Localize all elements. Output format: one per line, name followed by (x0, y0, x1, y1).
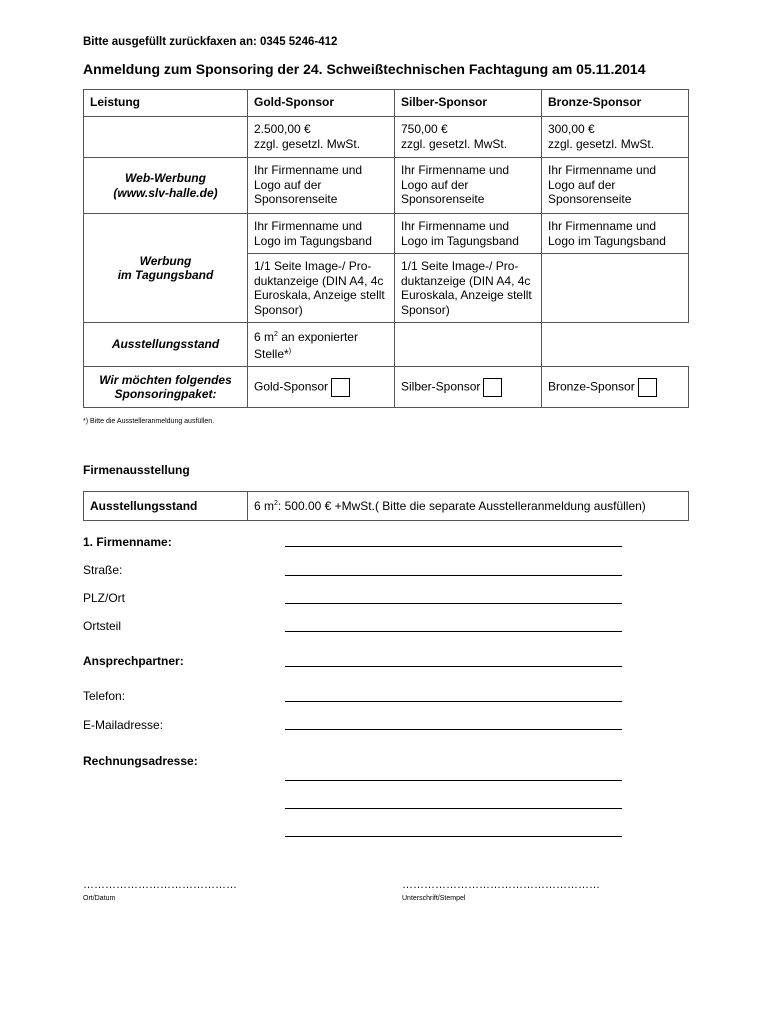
stand-gold-text-b: an exponierter (277, 330, 358, 344)
table-header-row (84, 90, 689, 117)
page-title: Anmeldung zum Sponsoring der 24. Schweißtechnischen Fachtagung am 05.11.2014 (83, 61, 646, 77)
web-werbung-label: Web-Werbung (www.slv-halle.de) (84, 158, 248, 214)
web-gold: Ihr Firmenname und Logo auf der Sponsorenseite (248, 158, 395, 214)
header-bronze: Bronze-Sponsor (542, 90, 689, 117)
web-silber: Ihr Firmenname und Logo auf der Sponsorenseite (395, 158, 542, 214)
exhibit-value-b: : 500.00 € +MwSt.( Bitte die separate Ausstelleranmeldung ausfüllen) (277, 499, 646, 513)
price-gold: 2.500,00 € zzgl. gesetzl. MwSt. (248, 117, 395, 158)
strasse-field[interactable] (285, 575, 622, 576)
ausstellungsstand-label: Ausstellungsstand (84, 323, 248, 367)
choose-silber-cell (395, 367, 542, 408)
firmenname-field[interactable] (285, 546, 622, 547)
plz-ort-field[interactable] (285, 603, 622, 604)
header-leistung: Leistung (84, 90, 248, 117)
price-label-empty (84, 117, 248, 158)
price-silber: 750,00 € zzgl. gesetzl. MwSt. (395, 117, 542, 158)
ortsteil-label: Ortsteil (83, 619, 122, 633)
anzeige-gold: 1/1 Seite Image-/ Pro-duktanzeige (DIN A4, 4c Euroskala, Anzeige stellt Sponsor) (248, 254, 395, 323)
silber-checkbox[interactable] (483, 378, 502, 397)
band-silber: Ihr Firmenname und Logo im Tagungsband (395, 214, 542, 254)
plz-ort-label: PLZ/Ort (83, 591, 126, 605)
price-bronze: 300,00 € zzgl. gesetzl. MwSt. (542, 117, 689, 158)
strasse-label: Straße: (83, 563, 123, 577)
telefon-field[interactable] (285, 701, 622, 702)
ort-datum-dotted-line[interactable]: …………………………………… (83, 879, 237, 891)
fax-instruction: Bitte ausgefüllt zurückfaxen an: 0345 5246-412 (83, 36, 338, 48)
choose-row (84, 367, 689, 408)
choose-bronze-cell (542, 367, 689, 408)
stand-gold-sup: 2 (274, 331, 278, 338)
choose-gold-cell (248, 367, 395, 408)
stand-gold-text-c: Stelle* (254, 346, 289, 361)
rechnungsadresse-label: Rechnungsadresse: (83, 754, 198, 768)
rechnungsadresse-field-2[interactable] (285, 808, 622, 809)
rechnungsadresse-field-1[interactable] (285, 780, 622, 781)
footnote: *) Bitte die Ausstelleranmeldung ausfüllen. (83, 418, 215, 425)
ortsteil-field[interactable] (285, 631, 622, 632)
web-row (84, 158, 689, 214)
ansprechpartner-field[interactable] (285, 666, 622, 667)
ausstellungsstand-row-value (248, 492, 689, 521)
werbung-tagungsband-label: Werbung im Tagungsband (84, 214, 248, 323)
stand-row (84, 323, 689, 367)
stand-gold-footnote-mark: ) (288, 347, 292, 355)
ausstellung-table (83, 491, 689, 521)
choose-silber-label: Silber-Sponsor (401, 379, 481, 394)
exhibit-value-a: 6 m (254, 499, 275, 513)
gold-checkbox[interactable] (331, 378, 350, 397)
stand-bronze-empty (542, 323, 689, 367)
band-bronze: Ihr Firmenname und Logo im Tagungsband (542, 214, 689, 254)
rechnungsadresse-field-3[interactable] (285, 836, 622, 837)
stand-gold (248, 323, 395, 367)
unterschrift-dotted-line[interactable]: ……………………………………………… (402, 879, 600, 891)
sponsoring-table (83, 89, 689, 408)
anzeige-bronze (542, 254, 689, 323)
email-label: E-Mailadresse: (83, 718, 164, 732)
unterschrift-caption: Unterschrift/Stempel (402, 895, 466, 902)
ausstellung-row (84, 492, 689, 521)
telefon-label: Telefon: (83, 689, 126, 703)
web-bronze: Ihr Firmenname und Logo auf der Sponsorenseite (542, 158, 689, 214)
email-field[interactable] (285, 729, 622, 730)
exhibit-sup: 2 (274, 500, 278, 507)
header-silber: Silber-Sponsor (395, 90, 542, 117)
choose-bronze-label: Bronze-Sponsor (548, 379, 635, 394)
bronze-checkbox[interactable] (638, 378, 657, 397)
choose-gold-label: Gold-Sponsor (254, 379, 329, 394)
section-title-firmenausstellung: Firmenausstellung (83, 463, 190, 477)
ort-datum-caption: Ort/Datum (83, 895, 116, 902)
price-row (84, 117, 689, 158)
band-row (84, 214, 689, 254)
stand-gold-text-a: 6 m (254, 330, 275, 344)
firmenname-label: 1. Firmenname: (83, 535, 172, 549)
ansprechpartner-label: Ansprechpartner: (83, 654, 184, 668)
band-gold: Ihr Firmenname und Logo im Tagungsband (248, 214, 395, 254)
sponsoringpaket-label: Wir möchten folgendes Sponsoringpaket: (84, 367, 248, 408)
ausstellungsstand-row-label: Ausstellungsstand (84, 492, 248, 521)
stand-silber-empty (395, 323, 542, 367)
anzeige-silber: 1/1 Seite Image-/ Pro-duktanzeige (DIN A4, 4c Euroskala, Anzeige stellt Sponsor) (395, 254, 542, 323)
header-gold: Gold-Sponsor (248, 90, 395, 117)
